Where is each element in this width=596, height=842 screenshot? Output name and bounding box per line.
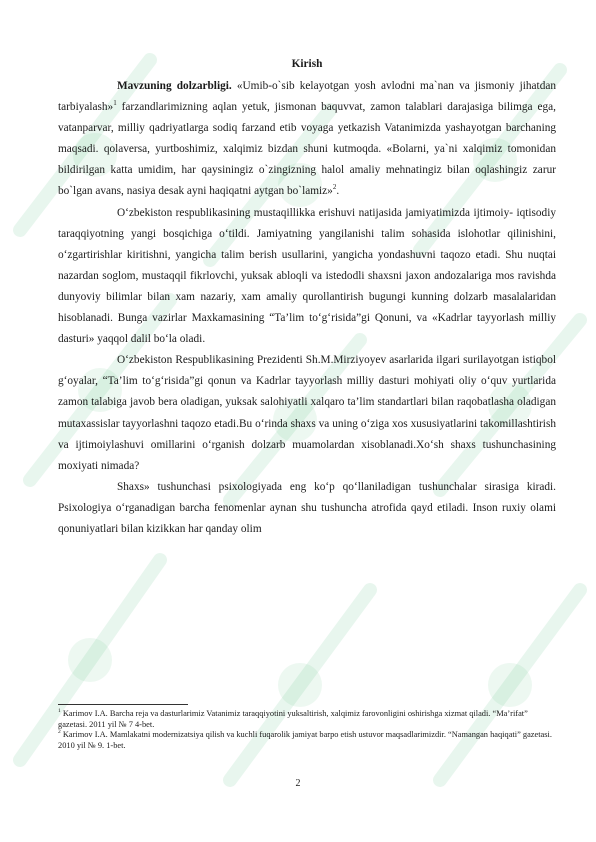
paragraph-personality: Shaxs» tushunchasi psixologiyada eng ko‘p qo‘llaniladigan tushunchalar sirasiga kiradi. Psixologiya o‘rganadigan barcha fenomenlar aynan shu tushuncha atrofida qayd etiladi. Inson ruxiy olami qonuniyatlari bilan kizikkan har qanday olim bbox=[58, 480, 556, 535]
paragraph-text: . bbox=[336, 185, 340, 198]
footnotes bbox=[58, 704, 556, 751]
page-number: 2 bbox=[295, 778, 301, 789]
footnote-ref: 1 bbox=[113, 99, 117, 108]
page-title: Kirish bbox=[291, 58, 323, 70]
footnote-divider bbox=[58, 704, 188, 705]
footnote-text: Karimov I.A. Barcha reja va dasturlarimiz Vatanimiz taraqqiyotini yuksaltirish, xalqimiz farovonligini oshirishga xizmat qiladi. “Ma’rifat” gazetasi. 2011 yil № 7 4-bet. bbox=[58, 709, 528, 729]
footnote-text: Karimov I.A. Mamlakatni modernizatsiya qilish va kuchli fuqarolik jamiyat barpo etish ustuvor maqsadlarimizdir. “Namangan haqiqati” gazetasi. 2010 yil № 9. 1-bet. bbox=[58, 730, 552, 750]
paragraph-independence: O‘zbekiston respublikasining mustaqillikka erishuvi natijasida jamiyatimizda ijtimoiy- iqtisodiy taraqqiyotning yangi bosqichiga o‘tildi. Jamiyatning yangilanishi talim sohasida islohotlar qilinishini, o‘zgartirishlar kiritishni, yangicha talim berish usullarini, yangicha yondashuvni taqozo etadi. Shu nuqtai nazardan soglom, mustaqqil fikrlovchi, yuksak abloqli va istedodli shaxsni jaxon andozalariga mos ravishda dunyoviy bilimlar bilan xam nazariy, xam amaliy qurollantirish bugungi kunning dolzarb masalalaridan hisoblanadi. Bunga vazirlar Maxkamasining “Ta’lim to‘g‘risida”gi Qonuni, va «Kadrlar tayyorlash milliy dasturi» yaqqol dalil bo‘la oladi. bbox=[58, 206, 556, 346]
footnote-item bbox=[58, 709, 556, 730]
document-body bbox=[58, 54, 556, 540]
paragraph-president: O‘zbekiston Respublikasining Prezidenti Sh.M.Mirziyoyev asarlarida ilgari surilayotgan istiqbol g‘oyalar, “Ta’lim to‘g‘risida”gi qonun va Kadrlar tayyorlash milliy dasturi mohiyati oliy o‘quv yurtlarida zamon talabiga javob bera oladigan, yuksak salohiyatli xalqaro ta’lim standartlari bilan raqobatlasha oladigan mutaxassislar tayyorlashni taqozo etadi.Bu o‘rinda shaxs va uning o‘ziga xos xususiyatlarini takomillashtirish va ijtimoiylashuvi omillarini o‘rganish dolzarb muamolardan xisoblanadi.Xo‘sh shaxs tushunchasining moxiyati nimada? bbox=[58, 354, 556, 472]
footnote-ref: 2 bbox=[332, 183, 337, 192]
section-lead: Mavzuning dolzarbligi. bbox=[117, 80, 232, 92]
paragraph-text: «Umib-o`sib kelayotgan yosh avlodni ma`nan va jismoniy jihatdan tarbiyalash» bbox=[58, 80, 557, 114]
footnote-marker: 2 bbox=[58, 729, 61, 736]
footnote-marker: 1 bbox=[58, 708, 61, 715]
paragraph-relevance bbox=[58, 76, 556, 203]
footnote-item bbox=[58, 730, 556, 751]
paragraph-text: farzandlarimizning aqlan yetuk, jismonan baquvvat, zamon talablari darajasiga bilimga ega, vatanparvar, milliy qadriyatlarga sodiq farzand etib voyaga yetkazish Vatanimizda yashayotgan barchaning maqsadi. qolaversa, yurtboshimiz, xalqimiz bizdan shuni kutmoqda. «Bolarni, ya`ni xalqimiz tomonidan bildirilgan katta umidim, har qaysiningiz o`zingizning halol amaliy mehnatingiz bilan oqlashingiz zarur bo`lgan avans, nasiya desak ayni haqiqatni aytgan bo`lamiz» bbox=[58, 101, 556, 198]
